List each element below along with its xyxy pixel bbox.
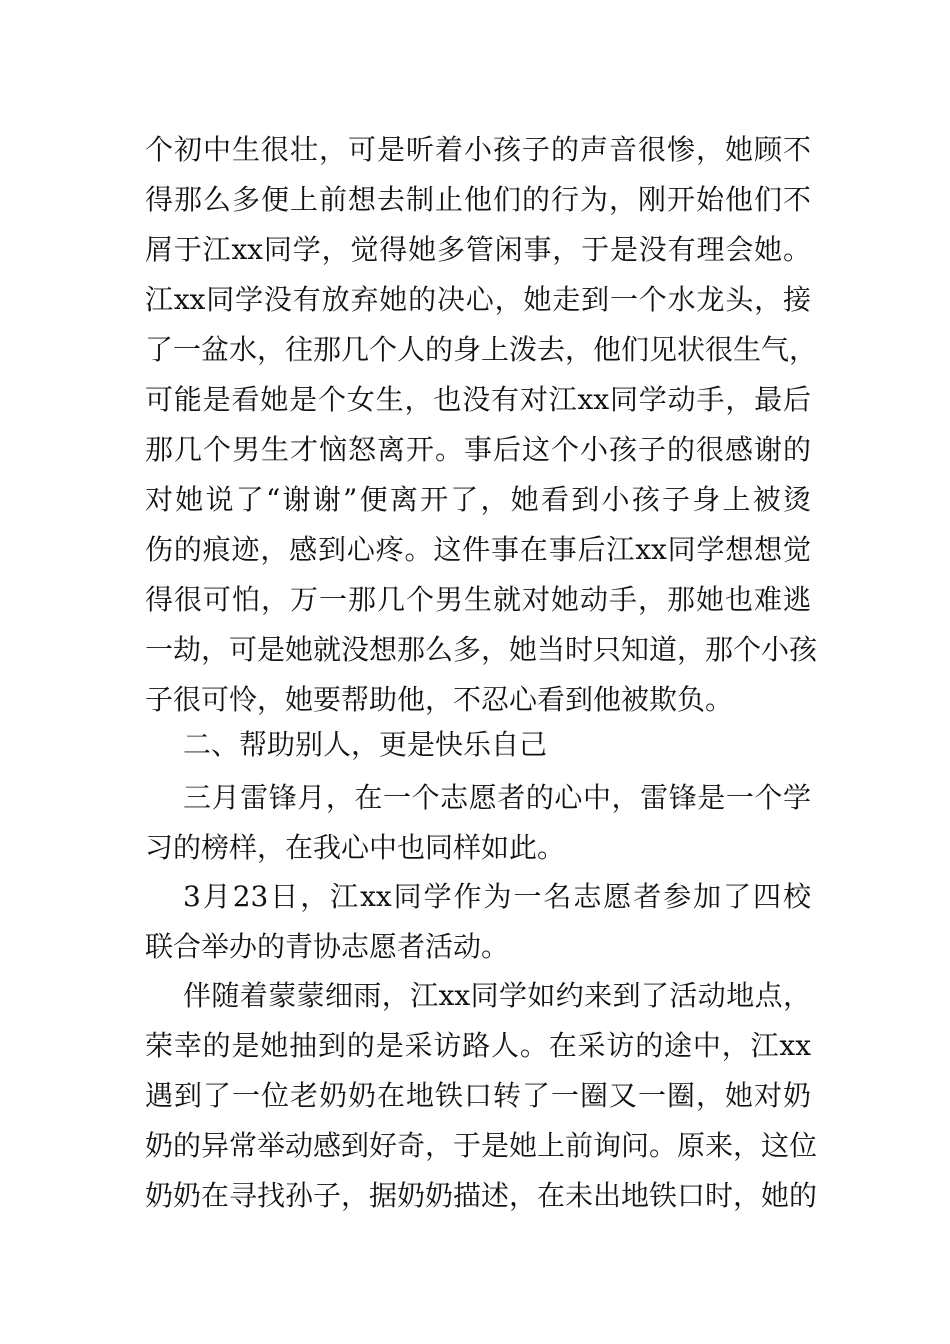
paragraph-3 bbox=[145, 872, 811, 972]
paragraph-line: 奶的异常举动感到好奇，于是她上前询问。原来，这位 bbox=[145, 1129, 818, 1162]
paragraph-line: 联合举办的青协志愿者活动。 bbox=[145, 930, 510, 963]
paragraph-line: 了一盆水，往那几个人的身上泼去，他们见状很生气， bbox=[145, 333, 818, 366]
paragraph-line: 遇到了一位老奶奶在地铁口转了一圈又一圈，她对奶 bbox=[145, 1079, 811, 1112]
heading-text: 二、帮助别人，更是快乐自己 bbox=[183, 728, 548, 761]
paragraph-line: 荣幸的是她抽到的是采访路人。在采访的途中，江xx bbox=[145, 1029, 811, 1062]
paragraph-line: 江xx同学没有放弃她的决心，她走到一个水龙头，接 bbox=[145, 283, 811, 316]
paragraph-line: 伴随着蒙蒙细雨，江xx同学如约来到了活动地点， bbox=[183, 979, 811, 1012]
paragraph-line: 可能是看她是个女生，也没有对江xx同学动手，最后 bbox=[145, 383, 811, 416]
paragraph-line: 三月雷锋月，在一个志愿者的心中，雷锋是一个学 bbox=[183, 781, 811, 814]
section-heading bbox=[145, 720, 811, 770]
paragraph-line: 那几个男生才恼怒离开。事后这个小孩子的很感谢的 bbox=[145, 433, 811, 466]
paragraph-line: 一劫，可是她就没想那么多，她当时只知道，那个小孩 bbox=[145, 633, 818, 666]
paragraph-line: 伤的痕迹，感到心疼。这件事在事后江xx同学想想觉 bbox=[145, 533, 811, 566]
paragraph-1 bbox=[145, 125, 818, 725]
paragraph-4 bbox=[145, 971, 818, 1221]
paragraph-line: 得很可怕，万一那几个男生就对她动手，那她也难逃 bbox=[145, 583, 811, 616]
paragraph-line: 对她说了“谢谢”便离开了，她看到小孩子身上被烫 bbox=[145, 483, 811, 516]
paragraph-line: 个初中生很壮，可是听着小孩子的声音很惨，她顾不 bbox=[145, 133, 811, 166]
paragraph-2 bbox=[145, 773, 811, 873]
paragraph-line: 奶奶在寻找孙子，据奶奶描述，在未出地铁口时，她的 bbox=[145, 1179, 818, 1212]
paragraph-line: 3月23日，江xx同学作为一名志愿者参加了四校 bbox=[183, 880, 811, 913]
paragraph-line: 屑于江xx同学，觉得她多管闲事，于是没有理会她。 bbox=[145, 233, 811, 266]
paragraph-line: 子很可怜，她要帮助他，不忍心看到他被欺负。 bbox=[145, 683, 734, 716]
paragraph-line: 得那么多便上前想去制止他们的行为，刚开始他们不 bbox=[145, 183, 811, 216]
paragraph-line: 习的榜样，在我心中也同样如此。 bbox=[145, 831, 566, 864]
